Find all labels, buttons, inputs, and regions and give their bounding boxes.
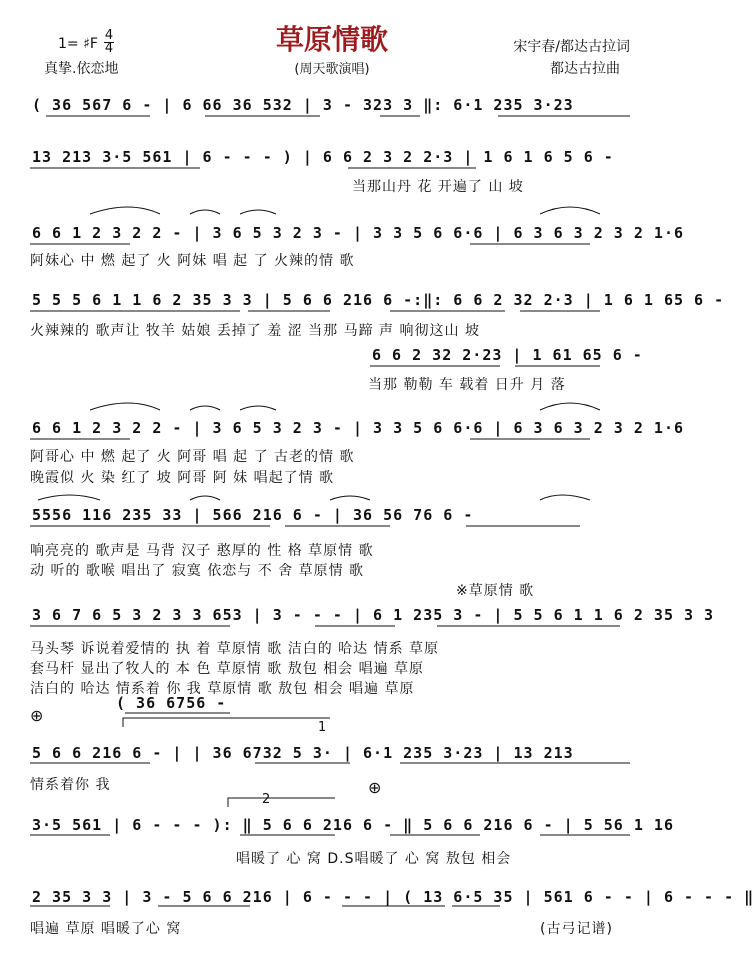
- meter-top: 4: [104, 28, 114, 43]
- coda-sign-icon: ⊕: [30, 706, 44, 725]
- meter-bottom: 4: [104, 41, 114, 56]
- composer-credit: 都达古拉曲: [550, 61, 620, 77]
- score-row-5: 6 6 2 32 2·23 | 1 61 65 6 -: [372, 346, 643, 364]
- lyrics-row-7b: 动 听的 歌喉 唱出了 寂寞 依恋与 不 舍 草原情 歌: [30, 563, 365, 579]
- mood-marking: 真挚.依恋地: [44, 61, 119, 77]
- score-row-1: ( 36 567 6 - | 6 66 36 532 | 3 - 323 3 ‖: 6·1 235 3·23: [32, 96, 574, 114]
- score-row-9: ( 36 6756 -: [116, 694, 227, 712]
- volta-2-label: 2: [262, 792, 271, 807]
- score-row-8: 3 6 7 6 5 3 2 3 3 653 | 3 - - - | 6 1 235 3 - | 5 5 6 1 1 6 2 35 3 3: [32, 606, 715, 624]
- volta-1-label: 1: [318, 720, 327, 735]
- lyrics-row-5: 当那 勒勒 车 载着 日升 月 落: [368, 377, 566, 393]
- lyrics-row-3: 阿妹心 中 燃 起了 火 阿妹 唱 起 了 火辣的情 歌: [30, 253, 355, 269]
- lyrics-row-8c: 洁白的 哈达 情系着 你 我 草原情 歌 敖包 相会 唱遍 草原: [30, 681, 415, 697]
- lyrics-row-4: 火辣辣的 歌声让 牧羊 姑娘 丢掉了 羞 涩 当那 马蹄 声 响彻这山 坡: [30, 323, 480, 339]
- score-row-4: 5 5 5 6 1 1 6 2 35 3 3 | 5 6 6 216 6 -:‖: 6 6 2 32 2·3 | 1 6 1 65 6 -: [32, 291, 725, 309]
- song-title: 草原情歌: [275, 23, 388, 56]
- lyrics-row-7c: ※草原情 歌: [456, 583, 535, 599]
- key-signature: 1= ♯F: [58, 36, 98, 52]
- score-row-6: 6 6 1 2 3 2 2 - | 3 6 5 3 2 3 - | 3 3 5 6 6·6 | 6 3 6 3 2 3 2 1·6: [32, 419, 684, 437]
- transcriber-credit: (古弓记谱): [540, 921, 613, 937]
- lyrics-row-6b: 晚霞似 火 染 红了 坡 阿哥 阿 妹 唱起了情 歌: [30, 470, 335, 486]
- lyrics-row-8b: 套马杆 显出了牧人的 本 色 草原情 歌 敖包 相会 唱遍 草原: [30, 661, 425, 677]
- score-row-2: 13 213 3·5 561 | 6 - - - ) | 6 6 2 3 2 2·3 | 1 6 1 6 5 6 -: [32, 148, 614, 166]
- score-row-10: 5 6 6 216 6 - | | 36 6732 5 3· | 6·1 235 3·23 | 13 213: [32, 744, 574, 762]
- lyrics-row-10: 情系着你 我: [30, 777, 111, 793]
- lyrics-row-12: 唱遍 草原 唱暖了心 窝: [30, 921, 182, 937]
- lyrics-row-2: 当那山丹 花 开遍了 山 坡: [352, 179, 524, 195]
- score-row-3: 6 6 1 2 3 2 2 - | 3 6 5 3 2 3 - | 3 3 5 6 6·6 | 6 3 6 3 2 3 2 1·6: [32, 224, 684, 242]
- lyrics-row-11: 唱暖了 心 窝 D.S唱暖了 心 窝 敖包 相会: [236, 851, 512, 867]
- lyrics-row-8a: 马头琴 诉说着爱情的 执 着 草原情 歌 洁白的 哈达 情系 草原: [30, 641, 440, 657]
- lyricist-credit: 宋宇春/都达古拉词: [513, 39, 630, 55]
- score-row-7: 5556 116 235 33 | 566 216 6 - | 36 56 76 6 -: [32, 506, 474, 524]
- singer-credit: (周天歌演唱): [294, 62, 370, 77]
- lyrics-row-6a: 阿哥心 中 燃 起了 火 阿哥 唱 起 了 古老的情 歌: [30, 449, 355, 465]
- lyrics-row-7a: 响亮亮的 歌声是 马背 汉子 憨厚的 性 格 草原情 歌: [30, 543, 374, 559]
- score-row-11: 3·5 561 | 6 - - - ): ‖ 5 6 6 216 6 - ‖ 5 6 6 216 6 - | 5 56 1 16: [32, 816, 674, 834]
- coda-sign-2-icon: ⊕: [368, 778, 382, 797]
- score-row-12: 2 35 3 3 | 3 - 5 6 6 216 | 6 - - - | ( 13 6·5 35 | 561 6 - - | 6 - - - ‖: [32, 888, 754, 906]
